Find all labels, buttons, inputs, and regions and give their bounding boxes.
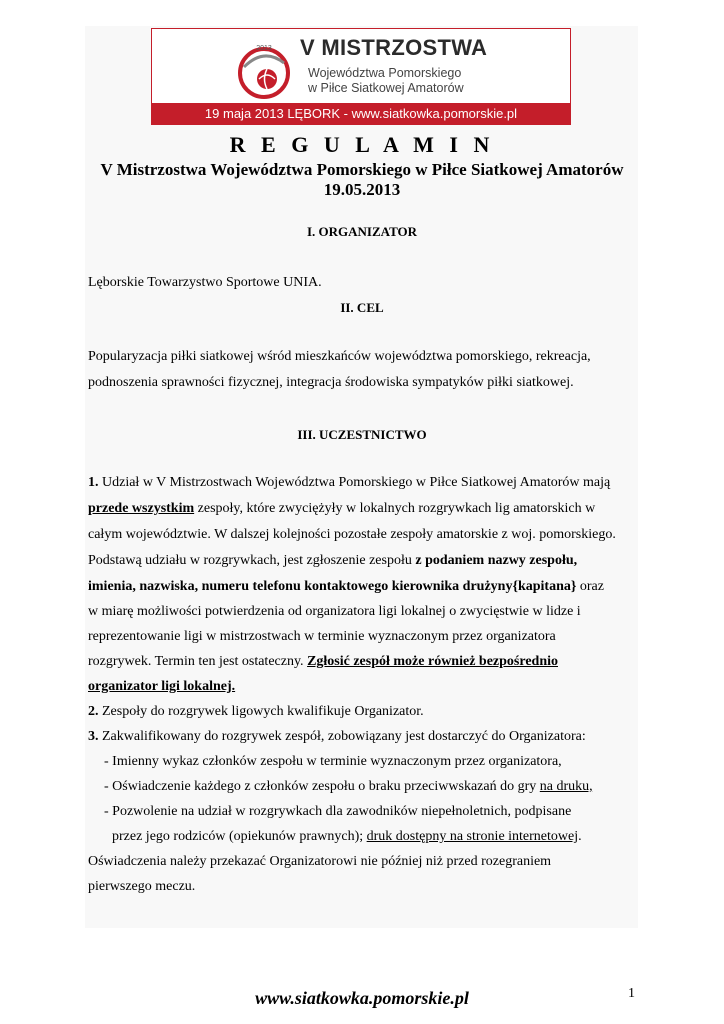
section-heading-goal: II. CEL [340,300,384,315]
participation-p1-line-9: organizator ligi lokalnej. [88,679,236,694]
text-span: Zespoły do rozgrywek ligowych kwalifikuje Organizator. [98,704,424,719]
participation-p1-line-6: w miarę możliwości potwierdzenia od organizatora ligi lokalnej o zwycięstwie w lidze i [88,604,581,619]
participation-p2 [88,704,424,720]
text-span: Udział w V Mistrzostwach Województwa Pomorskiego w Piłce Siatkowej Amatorów mają [98,475,611,490]
goal-line-1: Popularyzacja piłki siatkowej wśród mieszkańców województwa pomorskiego, rekreacja, [88,349,591,364]
volleyball-logo-icon [234,37,294,107]
logo-year: 2013 [256,45,272,52]
participation-p1-line-3: całym województwie. W dalszej kolejności pozostałe zespoły amatorskie z woj. pomorskiego. [88,527,616,542]
document-title: R E G U L A M I N [229,132,495,157]
section-heading-organizer: I. ORGANIZATOR [306,224,418,239]
text-span: oraz [576,579,604,594]
banner-date-strip: 19 maja 2013 LĘBORK - www.siatkowka.pomorskie.pl [152,103,570,124]
text-span: Zakwalifikowany do rozgrywek zespół, zobowiązany jest dostarczyć do Organizatora: [98,729,586,744]
goal-line-2: podnoszenia sprawności fizycznej, integracja środowiska sympatyków piłki siatkowej. [88,375,574,390]
page-number: 1 [628,986,635,1001]
text-span: Podstawą udziału w rozgrywkach, jest zgłoszenie zespołu [88,553,416,568]
banner-subtitle-1: Województwa Pomorskiego [308,66,462,80]
point-number: 1. [88,475,99,490]
requirement-item-3: - Pozwolenie na udział w rozgrywkach dla zawodników niepełnoletnich, podpisane [104,804,572,819]
organizer-text: Lęborskie Towarzystwo Sportowe UNIA. [88,275,322,290]
emphasis-text: Zgłosić zespół może również bezpośrednio [307,654,558,669]
document-date: 19.05.2013 [323,180,401,199]
banner-subtitle-2: w Piłce Siatkowej Amatorów [308,81,464,95]
requirement-item-1: - Imienny wykaz członków zespołu w terminie wyznaczonym przez organizatora, [104,754,562,769]
closing-line-1: Oświadczenia należy przekazać Organizatorowi nie później niż przed rozegraniem [88,854,552,869]
underlined-text: druk dostępny na stronie internetowej [366,829,579,844]
document-subtitle: V Mistrzostwa Województwa Pomorskiego w Piłce Siatkowej Amatorów [100,160,624,179]
text-span: przez jego rodziców (opiekunów prawnych); [112,829,367,844]
text-span: rozgrywek. Termin ten jest ostateczny. [88,654,308,669]
participation-p1-line-1 [88,475,610,491]
point-number: 2. [88,704,99,719]
participation-p1-line-7: reprezentowanie ligi w mistrzostwach w terminie wyznaczonym przez organizatora [88,629,556,644]
footer-website: www.siatkowka.pomorskie.pl [255,988,469,1008]
underlined-text: na druku, [539,779,593,794]
banner-title: V MISTRZOSTWA [300,35,488,60]
closing-line-2: pierwszego meczu. [88,879,196,894]
text-span: . [578,829,582,844]
requirement-item-3-cont [112,829,582,845]
event-banner [151,28,571,125]
participation-p1-line-5 [88,579,604,595]
point-number: 3. [88,729,99,744]
text-span: - Oświadczenie każdego z członków zespołu o braku przeciwwskazań do gry [104,779,540,794]
emphasis-text: z podaniem nazwy zespołu, [415,553,578,568]
participation-p1-line-2 [88,501,595,517]
participation-p3 [88,729,586,745]
emphasis-text: przede wszystkim [88,501,195,516]
participation-p1-line-8 [88,654,558,670]
section-heading-participation: III. UCZESTNICTWO [297,427,427,442]
text-span: zespoły, które zwyciężyły w lokalnych rozgrywkach lig amatorskich w [194,501,596,516]
emphasis-text: imienia, nazwiska, numeru telefonu kontaktowego kierownika drużyny{kapitana} [88,579,577,594]
participation-p1-line-4 [88,553,577,569]
requirement-item-2 [104,779,593,795]
